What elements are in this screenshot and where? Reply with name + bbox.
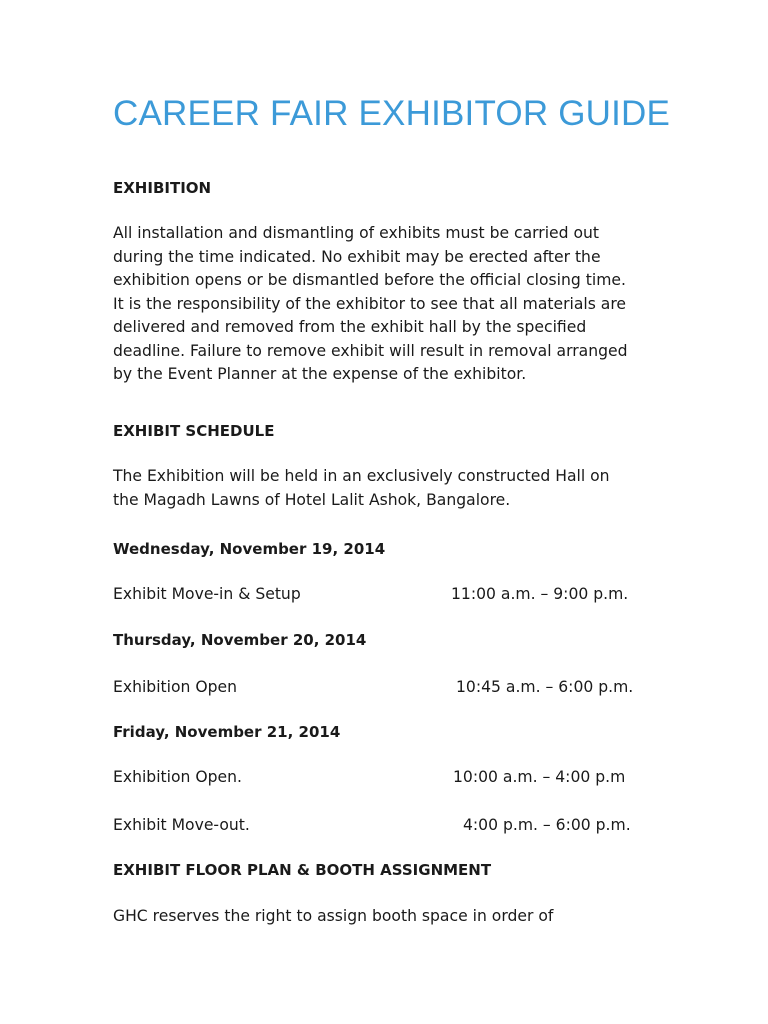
paragraph-line: The Exhibition will be held in an exclusively constructed Hall on — [113, 467, 610, 485]
schedule-event-time: 10:45 a.m. – 6:00 p.m. — [456, 678, 634, 696]
schedule-event-label: Exhibit Move-in & Setup — [113, 585, 301, 603]
schedule-event-time: 10:00 a.m. – 4:00 p.m — [453, 768, 626, 786]
floor-plan-paragraph — [113, 905, 673, 929]
schedule-event-time: 4:00 p.m. – 6:00 p.m. — [463, 816, 631, 834]
section-heading-floor-plan: EXHIBIT FLOOR PLAN & BOOTH ASSIGNMENT — [113, 861, 492, 879]
paragraph-line: delivered and removed from the exhibit hall by the specified — [113, 318, 587, 336]
schedule-paragraph — [113, 465, 673, 512]
paragraph-line: exhibition opens or be dismantled before the official closing time. — [113, 271, 626, 289]
paragraph-line: deadline. Failure to remove exhibit will result in removal arranged — [113, 341, 628, 360]
schedule-date-thursday: Thursday, November 20, 2014 — [113, 631, 367, 649]
paragraph-line: GHC reserves the right to assign booth space in order of — [113, 907, 554, 925]
schedule-event-label: Exhibition Open. — [113, 768, 242, 786]
section-heading-exhibit-schedule: EXHIBIT SCHEDULE — [113, 422, 275, 440]
section-heading-exhibition: EXHIBITION — [113, 179, 212, 197]
paragraph-line: All installation and dismantling of exhibits must be carried out — [113, 224, 600, 242]
paragraph-line: by the Event Planner at the expense of the exhibitor. — [113, 365, 527, 383]
paragraph-line: It is the responsibility of the exhibitor to see that all materials are — [113, 294, 627, 313]
schedule-event-label: Exhibit Move-out. — [113, 816, 250, 834]
schedule-event-time: 11:00 a.m. – 9:00 p.m. — [451, 585, 629, 603]
schedule-row — [113, 766, 673, 788]
paragraph-line: the Magadh Lawns of Hotel Lalit Ashok, Bangalore. — [113, 490, 511, 509]
exhibition-paragraph — [113, 222, 673, 387]
paragraph-line: during the time indicated. No exhibit may be erected after the — [113, 247, 601, 266]
schedule-row — [113, 676, 673, 698]
schedule-row — [113, 814, 673, 836]
schedule-event-label: Exhibition Open — [113, 678, 238, 696]
schedule-date-wednesday: Wednesday, November 19, 2014 — [113, 540, 386, 558]
schedule-date-friday: Friday, November 21, 2014 — [113, 723, 341, 741]
document-title: CAREER FAIR EXHIBITOR GUIDE — [113, 94, 671, 133]
schedule-row — [113, 583, 673, 605]
